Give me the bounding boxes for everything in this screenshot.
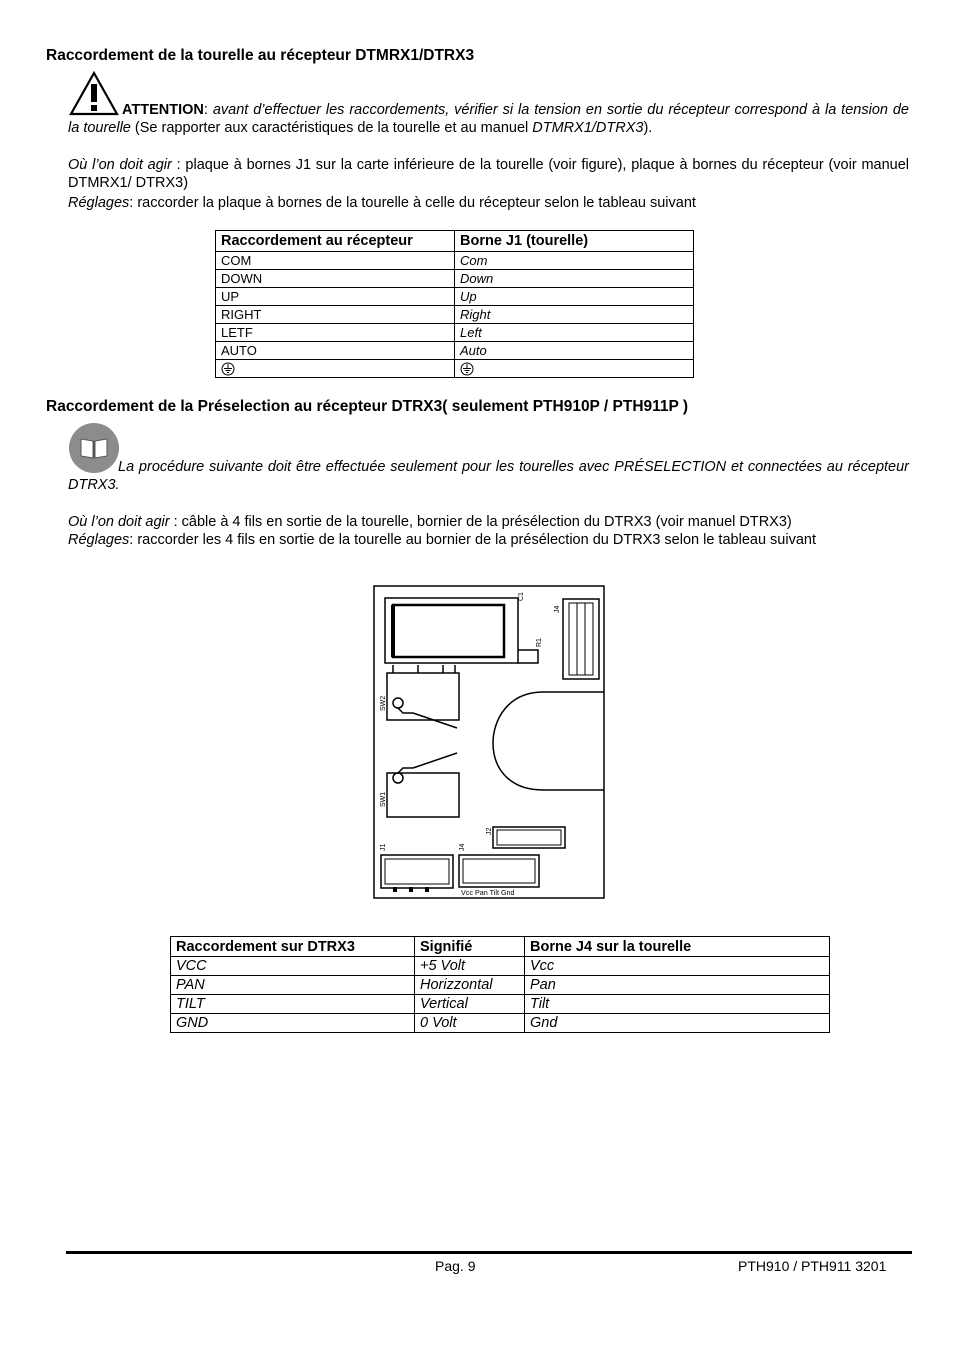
circuit-board-diagram — [373, 585, 605, 901]
attention-italic-text: avant d’effectuer les raccordements, vérifier si la tension en sortie du récepteur correspond à la tension de la tourelle — [68, 102, 909, 136]
table-cell: Down — [455, 270, 694, 288]
attention-paragraph — [68, 101, 909, 137]
where-text-2: : câble à 4 fils en sortie de la tourelle, bornier de la présélection du DTRX3 (voir manuel DTRX3) — [173, 514, 792, 530]
label-j2: J2 — [486, 827, 493, 835]
label-c1: C1 — [518, 592, 525, 601]
dtrx3-connection-table — [170, 936, 830, 1033]
table-header-cell: Signifié — [415, 937, 525, 957]
attention-normal-text: (Se rapporter aux caractéristiques de la tourelle et au manuel — [134, 120, 529, 136]
table-header-row — [216, 231, 694, 252]
ground-symbol-icon — [221, 362, 235, 376]
settings-text-1: : raccorder la plaque à bornes de la tourelle à celle du récepteur selon le tableau suivant — [129, 195, 696, 211]
table-cell: RIGHT — [216, 306, 455, 324]
table-row — [216, 306, 694, 324]
table-cell: COM — [216, 252, 455, 270]
table-row — [171, 957, 830, 976]
table-cell: Right — [455, 306, 694, 324]
table-row — [216, 270, 694, 288]
table-cell: Up — [455, 288, 694, 306]
label-j1: J1 — [380, 843, 387, 851]
where-text-1: : plaque à bornes J1 sur la carte inférieure de la tourelle (voir figure), plaque à bornes du récepteur (voir manuel DTMRX1/ DTRX3) — [68, 157, 910, 191]
table-cell: TILT — [171, 995, 415, 1014]
settings-paragraph-1 — [68, 194, 909, 212]
table-cell: Auto — [455, 342, 694, 360]
table-row — [171, 995, 830, 1014]
settings-paragraph-2 — [68, 531, 909, 549]
table-header-cell: Borne J4 sur la tourelle — [525, 937, 830, 957]
table-cell: Gnd — [525, 1014, 830, 1033]
table-cell: Tilt — [525, 995, 830, 1014]
table-row — [216, 324, 694, 342]
table-cell: Horizzontal — [415, 976, 525, 995]
table-row — [216, 252, 694, 270]
table-cell — [455, 360, 694, 378]
table-row — [171, 976, 830, 995]
table-cell: DOWN — [216, 270, 455, 288]
attention-colon: : — [203, 102, 208, 118]
table-header-row — [171, 937, 830, 957]
table-cell: LETF — [216, 324, 455, 342]
section1-title: Raccordement de la tourelle au récepteur DTMRX1/DTRX3 — [46, 47, 475, 64]
settings-label-2: Réglages — [68, 532, 130, 548]
table-row — [216, 342, 694, 360]
table-cell: Com — [455, 252, 694, 270]
table-cell: 0 Volt — [415, 1014, 525, 1033]
table-row — [171, 1014, 830, 1033]
table-cell: PAN — [171, 976, 415, 995]
section2-title: Raccordement de la Préselection au récepteur DTRX3( seulement PTH910P / PTH911P ) — [46, 398, 689, 415]
table-header-cell: Raccordement au récepteur — [216, 231, 455, 252]
label-pins: Vcc Pan Tilt Gnd — [461, 888, 515, 897]
attention-manual-ref: DTMRX1/DTRX3 — [532, 120, 644, 136]
table-header-cell: Raccordement sur DTRX3 — [171, 937, 415, 957]
table-header-cell: Borne J1 (tourelle) — [455, 231, 694, 252]
page-number: Pag. 9 — [435, 1258, 476, 1274]
table-cell: Vertical — [415, 995, 525, 1014]
table-row-ground — [216, 360, 694, 378]
table-cell: Pan — [525, 976, 830, 995]
table-cell — [216, 360, 455, 378]
table-cell: Left — [455, 324, 694, 342]
where-label-2: Où l’on doit agir — [68, 514, 170, 530]
footer-rule — [66, 1251, 912, 1254]
table-row — [216, 288, 694, 306]
where-paragraph-2 — [68, 513, 909, 531]
table-cell: UP — [216, 288, 455, 306]
settings-text-2: : raccorder les 4 fils en sortie de la tourelle au bornier de la présélection du DTRX3 selon le tableau suivant — [129, 532, 816, 548]
table-cell: VCC — [171, 957, 415, 976]
where-label-1: Où l’on doit agir — [68, 157, 172, 173]
preselection-note: La procédure suivante doit être effectuée seulement pour les tourelles avec PRÉSELECTION et connectées au récepteur DTRX3. — [68, 459, 909, 493]
attention-end: ). — [643, 120, 653, 136]
table-cell: AUTO — [216, 342, 455, 360]
label-j4-top: J4 — [554, 605, 561, 613]
receiver-connection-table — [215, 230, 694, 378]
label-j4-bottom: J4 — [459, 843, 466, 851]
attention-label: ATTENTION — [122, 102, 204, 118]
label-sw2: SW2 — [380, 695, 387, 711]
document-reference: PTH910 / PTH911 3201 — [738, 1258, 887, 1274]
table-cell: +5 Volt — [415, 957, 525, 976]
label-sw1: SW1 — [380, 791, 387, 807]
table-cell: Vcc — [525, 957, 830, 976]
where-paragraph-1 — [68, 156, 909, 192]
settings-label-1: Réglages — [68, 195, 130, 211]
table-cell: GND — [171, 1014, 415, 1033]
ground-symbol-icon — [460, 362, 474, 376]
label-r1: R1 — [536, 638, 543, 647]
